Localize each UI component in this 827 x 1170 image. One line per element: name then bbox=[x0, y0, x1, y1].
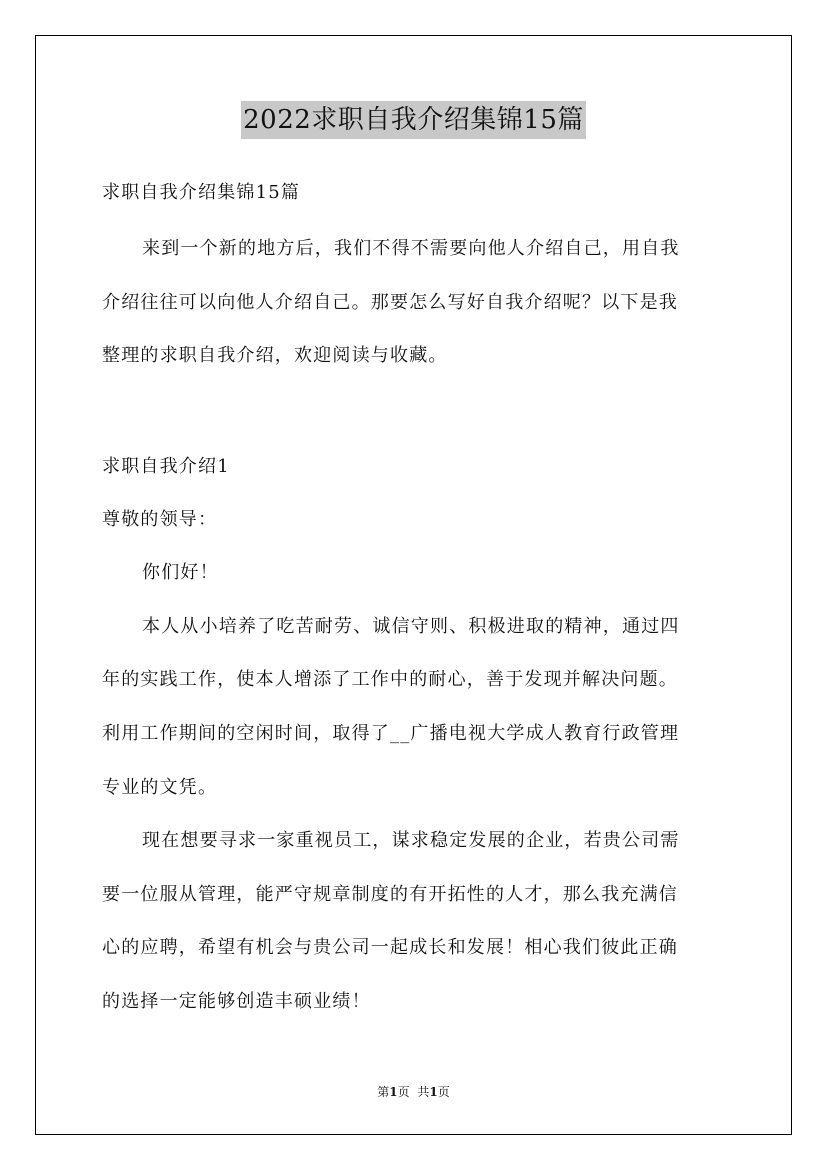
page-footer bbox=[0, 1084, 827, 1100]
page-suffix: 页 bbox=[397, 1085, 410, 1099]
para2-line-1: 现在想要寻求一家重视员工，谋求稳定发展的企业，若贵公司需 bbox=[142, 830, 680, 851]
intro-line-1: 来到一个新的地方后，我们不得不需要向他人介绍自己，用自我 bbox=[142, 238, 680, 259]
para1-line-3: 利用工作期间的空闲时间，取得了__广播电视大学成人教育行政管理 bbox=[102, 723, 680, 744]
intro-line-2: 介绍往往可以向他人介绍自己。那要怎么写好自我介绍呢？以下是我 bbox=[102, 292, 678, 313]
total-pages: 1 bbox=[429, 1085, 438, 1099]
title-container bbox=[0, 101, 827, 139]
intro-line-3: 整理的求职自我介绍，欢迎阅读与收藏。 bbox=[102, 345, 448, 366]
total-prefix: 共 bbox=[417, 1085, 430, 1099]
document-title: 2022求职自我介绍集锦15篇 bbox=[241, 101, 586, 139]
salutation: 尊敬的领导： bbox=[102, 509, 218, 530]
para2-line-3: 心的应聘，希望有机会与贵公司一起成长和发展！相心我们彼此正确 bbox=[102, 937, 678, 958]
para2-line-2: 要一位服从管理，能严守规章制度的有开拓性的人才，那么我充满信 bbox=[102, 884, 678, 905]
para1-line-2: 年的实践工作，使本人增添了工作中的耐心，善于发现并解决问题。 bbox=[102, 669, 678, 690]
section-heading: 求职自我介绍1 bbox=[102, 456, 230, 477]
total-suffix: 页 bbox=[437, 1085, 450, 1099]
para1-line-4: 专业的文凭。 bbox=[102, 777, 218, 798]
document-subtitle: 求职自我介绍集锦15篇 bbox=[102, 182, 301, 203]
page-number: 1 bbox=[389, 1085, 398, 1099]
para1-line-1: 本人从小培养了吃苦耐劳、诚信守则、积极进取的精神，通过四 bbox=[142, 616, 680, 637]
page-prefix: 第 bbox=[377, 1085, 390, 1099]
greeting: 你们好！ bbox=[142, 562, 219, 583]
para2-line-4: 的选择一定能够创造丰硕业绩！ bbox=[102, 991, 371, 1012]
